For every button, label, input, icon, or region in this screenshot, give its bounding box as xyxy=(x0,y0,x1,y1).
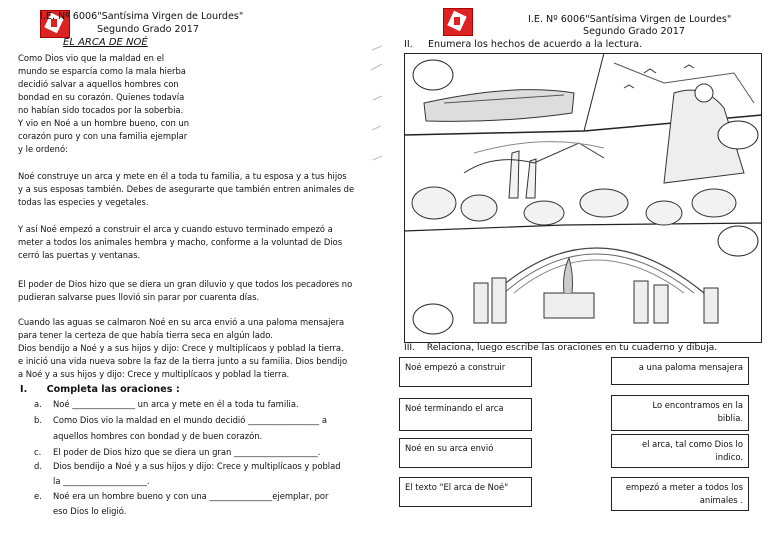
left-header-line2: Segundo Grado 2017 xyxy=(97,24,199,35)
school-logo-right xyxy=(443,8,473,36)
exercise-marker: a. xyxy=(34,399,42,409)
section-1-title: Completa las oraciones : xyxy=(46,384,180,395)
paragraph-3: Y así Noé empezó a construir el arca y cuando estuvo terminado empezó a meter a todos los animales hembra y macho, conforme a la voluntad de Dios cerró las puertas y ventanas. xyxy=(18,224,343,260)
section-1-number: I. xyxy=(20,384,28,395)
match-right-box-1 xyxy=(611,357,749,385)
match-left-box-3 xyxy=(399,438,532,468)
match-right-box-2 xyxy=(611,395,749,431)
paragraph-1: Como Dios vio que la maldad en el mundo se esparcía como la mala hierba decidió salvar a aquellos hombres con bondad en su corazón. Quienes todavía no habían sido tocados por la soberbia. Y vio en Noé a un hombre bueno, con un corazón puro y con una familia ejemplar y le ordenó: xyxy=(18,53,190,154)
exercise-item: Noé era un hombre bueno y con una _______________ejemplar, por xyxy=(53,491,329,501)
exercise-item-cont: aquellos hombres con bondad y de buen corazón. xyxy=(53,431,263,441)
match-right-text-cont: animales . xyxy=(699,495,743,505)
match-right-text: el arca, tal como Dios lo xyxy=(641,439,743,449)
exercise-item-cont: eso Dios lo eligió. xyxy=(53,506,127,516)
match-right-box-3 xyxy=(611,434,749,468)
exercise-marker: d. xyxy=(34,461,42,471)
match-right-text: Lo encontramos en la xyxy=(652,400,743,410)
right-header-line1: I.E. Nº 6006"Santísima Virgen de Lourdes" xyxy=(528,14,732,25)
exercise-marker: c. xyxy=(34,447,42,457)
match-left-text: El texto "El arca de Noé" xyxy=(405,482,509,492)
section-3-heading: III. Relaciona, luego escribe las oraciones en tu cuaderno y dibuja. xyxy=(404,342,718,353)
page-title: EL ARCA DE NOÉ xyxy=(63,37,148,48)
match-left-box-2 xyxy=(399,398,532,431)
match-right-text: a una paloma mensajera xyxy=(638,362,743,372)
exercise-marker: b. xyxy=(34,415,42,425)
exercise-item-cont: la ____________________. xyxy=(53,476,150,486)
paragraph-2: Noé construye un arca y mete en él a toda tu familia, a tu esposa y a tus hijos y a sus esposas también. Debes de asegurarte que también entren animales de todas las especies y vegetales. xyxy=(18,171,355,207)
exercise-item: El poder de Dios hizo que se diera un gran ____________________. xyxy=(53,447,321,457)
match-left-box-4 xyxy=(399,477,532,507)
match-right-box-4 xyxy=(611,477,749,511)
match-left-text: Noé empezó a construir xyxy=(405,362,506,372)
match-right-text-cont: biblia. xyxy=(717,413,743,423)
right-header-line2: Segundo Grado 2017 xyxy=(583,26,685,37)
exercise-marker: e. xyxy=(34,491,42,501)
match-left-text: Noé terminando el arca xyxy=(405,403,504,413)
margin-sketch xyxy=(370,40,384,170)
section-1-heading xyxy=(20,384,180,395)
exercise-item: Como Dios vio la maldad en el mundo decidió _________________ a xyxy=(53,415,328,425)
paragraph-4: El poder de Dios hizo que se diera un gran diluvio y que todos los pecadores no pudieran salvarse pues llovió sin parar por cuarenta días. xyxy=(18,279,353,302)
match-right-text-cont: indico. xyxy=(715,452,743,462)
left-header-line1: I.E. Nº 6006"Santísima Virgen de Lourdes" xyxy=(40,11,244,22)
section-2-heading: II. Enumera los hechos de acuerdo a la lectura. xyxy=(404,39,643,50)
exercise-item: Dios bendijo a Noé y a sus hijos y dijo: Crece y multiplícaos y poblad xyxy=(53,461,341,471)
paragraph-5: Cuando las aguas se calmaron Noé en su arca envió a una paloma mensajera para tener la certeza de que había tierra seca en algún lado. Dios bendijo a Noé y a sus hijos y dijo: Crece y multiplícaos y poblad la tierra. e inició una vida nueva sobre la faz de la tierra junto a su familia. Dios bendijo a Noé y a sus hijos y dijo: Crece y multiplícaos y poblad la tierra. xyxy=(18,317,348,379)
match-left-box-1 xyxy=(399,357,532,387)
match-left-text: Noé en su arca envió xyxy=(405,443,494,453)
match-right-text: empezó a meter a todos los xyxy=(625,482,743,492)
noah-ark-illustration xyxy=(404,53,762,343)
exercise-item: Noé _______________ un arca y mete en él a toda tu familia. xyxy=(53,399,299,409)
